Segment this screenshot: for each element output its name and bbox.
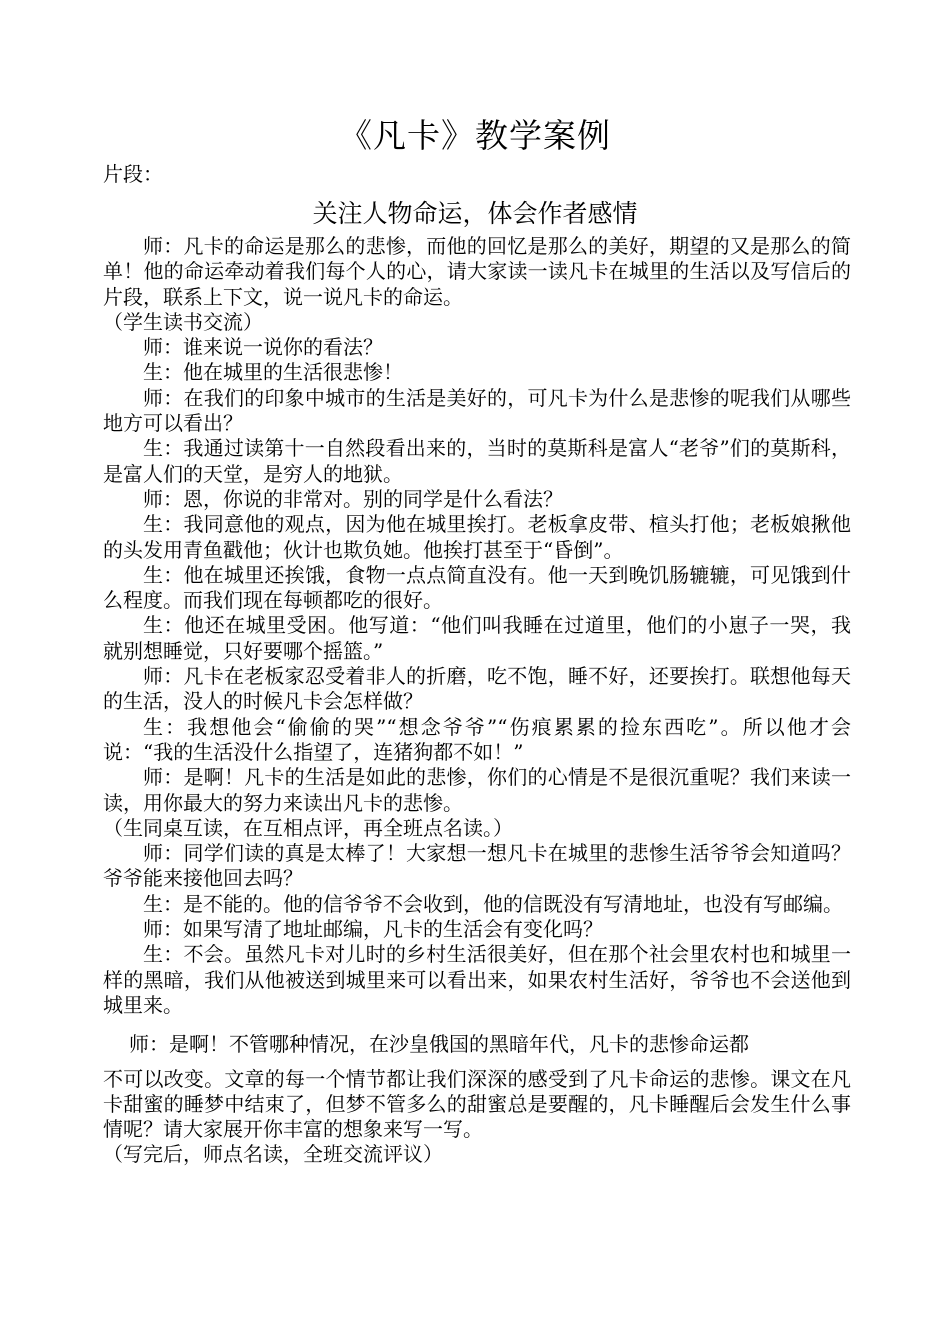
paragraph: 不可以改变。文章的每一个情节都让我们深深的感受到了凡卡命运的悲惨。课文在凡卡甜蜜的睡梦中结束了，但梦不管多么的甜蜜总是要醒的，凡卡睡醒后会发生什么事情呢？请大家展开你丰富的想象来写一写。 xyxy=(103,1066,851,1142)
document-body xyxy=(103,234,851,1168)
paragraph: 师：恩，你说的非常对。别的同学是什么看法？ xyxy=(143,486,563,511)
paragraph: 师：凡卡在老板家忍受着非人的折磨，吃不饱，睡不好，还要挨打。联想他每天的生活，没人的时候凡卡会怎样做？ xyxy=(103,664,851,714)
paragraph: 生：我想他会“偷偷的哭”“想念爷爷”“伤痕累累的捡东西吃”。所以他才会说：“我的生活没什么指望了，连猪狗都不如！” xyxy=(103,714,851,764)
paragraph: （写完后，师点名读，全班交流评议） xyxy=(103,1142,443,1167)
paragraph: 师：谁来说一说你的看法？ xyxy=(143,335,383,360)
paragraph: 生：他在城里的生活很悲惨！ xyxy=(143,360,403,385)
paragraph: （学生读书交流） xyxy=(103,309,263,334)
paragraph: 生：我同意他的观点，因为他在城里挨打。老板拿皮带、楦头打他；老板娘揪他的头发用青鱼戳他；伙计也欺负她。他挨打甚至于“昏倒”。 xyxy=(103,512,851,562)
paragraph: 生：我通过读第十一自然段看出来的，当时的莫斯科是富人“老爷”们的莫斯科，是富人们的天堂，是穷人的地狱。 xyxy=(103,436,851,486)
document-title: 《凡卡》教学案例 xyxy=(339,116,611,155)
paragraph: 生：他还在城里受困。他写道：“他们叫我睡在过道里，他们的小崽子一哭，我就别想睡觉，只好要哪个摇篮。” xyxy=(103,613,851,663)
paragraph: 师：在我们的印象中城市的生活是美好的，可凡卡为什么是悲惨的呢我们从哪些地方可以看出？ xyxy=(103,385,851,436)
paragraph: 师：同学们读的真是太棒了！大家想一想凡卡在城里的悲惨生活爷爷会知道吗？爷爷能来接他回去吗？ xyxy=(103,841,851,891)
paragraph: 生：是不能的。他的信爷爷不会收到，他的信既没有写清地址，也没有写邮编。 xyxy=(143,891,843,916)
paragraph: （生同桌互读，在互相点评，再全班点名读。） xyxy=(103,815,513,840)
segment-label: 片段： xyxy=(103,162,163,186)
section-subtitle: 关注人物命运，体会作者感情 xyxy=(312,199,638,228)
paragraph: 生：不会。虽然凡卡对儿时的乡村生活很美好，但在那个社会里农村也和城里一样的黑暗，我们从他被送到城里来可以看出来，如果农村生活好，爷爷也不会送他到城里来。 xyxy=(103,942,851,1017)
paragraph: 师：是啊！凡卡的生活是如此的悲惨，你们的心情是不是很沉重呢？我们来读一读，用你最大的努力来读出凡卡的悲惨。 xyxy=(103,765,851,815)
paragraph: 师：是啊！不管哪种情况，在沙皇俄国的黑暗年代，凡卡的悲惨命运都 xyxy=(129,1032,749,1057)
paragraph: 生：他在城里还挨饿，食物一点点简直没有。他一天到晚饥肠辘辘，可见饿到什么程度。而我们现在每顿都吃的很好。 xyxy=(103,562,851,613)
paragraph: 师：如果写清了地址邮编，凡卡的生活会有变化吗？ xyxy=(143,917,603,942)
paragraph: 师：凡卡的命运是那么的悲惨，而他的回忆是那么的美好，期望的又是那么的简单！他的命运牵动着我们每个人的心，请大家读一读凡卡在城里的生活以及写信后的片段，联系上下文，说一说凡卡的命运。 xyxy=(103,234,851,309)
